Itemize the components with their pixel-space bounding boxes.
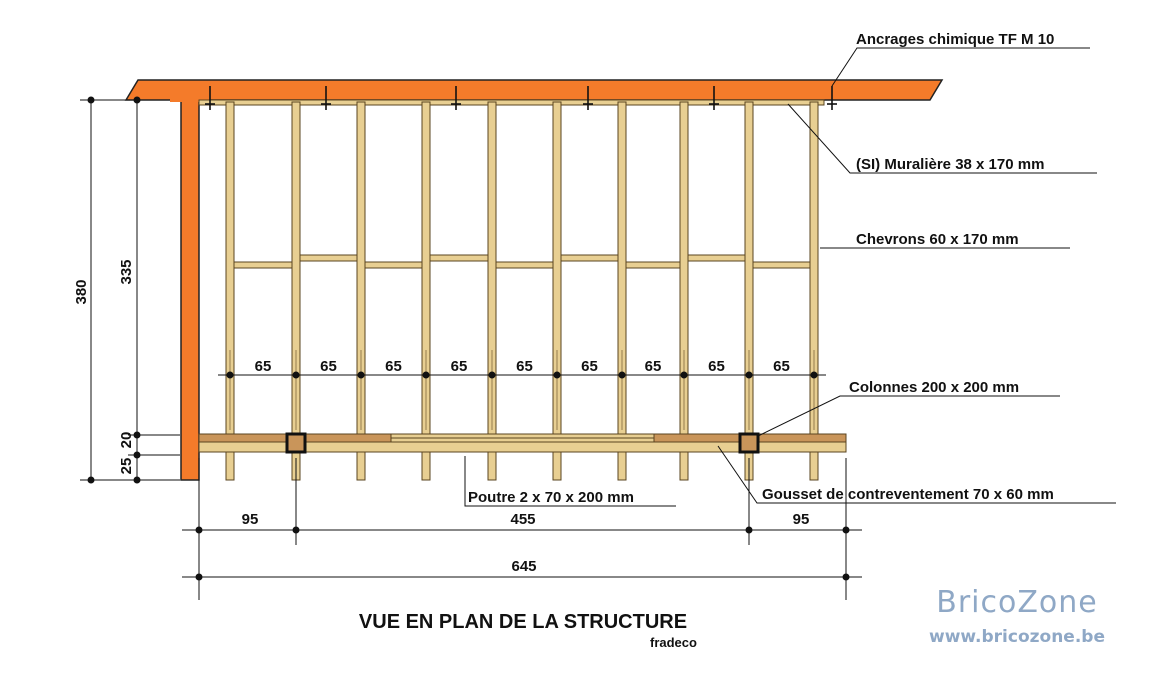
dim-rafter-spacing: 65 <box>385 358 402 375</box>
drawing-author: fradeco <box>650 635 697 650</box>
dim-rafter-spacing: 65 <box>773 358 790 375</box>
blocking-piece <box>688 255 745 261</box>
wall <box>126 80 942 480</box>
beam-middle-light <box>391 438 654 442</box>
blocking-piece <box>300 255 357 261</box>
label-beam: Poutre 2 x 70 x 200 mm <box>468 489 634 506</box>
blocking-piece <box>234 262 292 268</box>
bottom-dimensions <box>182 458 862 600</box>
dim-vertical-small-1: 25 <box>118 457 135 475</box>
label-anchors: Ancrages chimique TF M 10 <box>856 31 1055 48</box>
rafter-spacing-dimensions <box>218 358 826 379</box>
dim-vertical-main: 335 <box>118 259 135 285</box>
label-columns: Colonnes 200 x 200 mm <box>849 379 1020 396</box>
blocking-piece <box>753 262 810 268</box>
dim-bottom-left: 95 <box>241 511 259 528</box>
dim-rafter-spacing: 65 <box>581 358 598 375</box>
label-rafters: Chevrons 60 x 170 mm <box>856 231 1019 248</box>
column-right <box>740 434 758 452</box>
blocking-piece <box>430 255 488 261</box>
label-ledger: (SI) Muralière 38 x 170 mm <box>856 156 1045 173</box>
watermark-url: www.bricozone.be <box>929 627 1105 647</box>
blocking <box>234 255 810 268</box>
label-gusset: Gousset de contreventement 70 x 60 mm <box>762 486 1054 503</box>
blocking-piece <box>561 255 618 261</box>
dim-rafter-spacing: 65 <box>320 358 337 375</box>
wall-top-band <box>126 80 942 100</box>
vertical-dimensions <box>73 97 180 484</box>
blocking-piece <box>365 262 422 268</box>
rafters <box>226 102 818 480</box>
dim-rafter-spacing: 65 <box>644 358 662 375</box>
blocking-piece <box>496 262 553 268</box>
dim-bottom-middle: 455 <box>510 511 536 528</box>
dim-bottom-right: 95 <box>792 511 810 528</box>
dim-bottom-total: 645 <box>511 558 537 575</box>
drawing-title: VUE EN PLAN DE LA STRUCTURE <box>358 611 688 633</box>
dim-vertical-small-2: 20 <box>118 431 135 449</box>
dim-rafter-spacing: 65 <box>450 358 468 375</box>
blocking-piece <box>626 262 680 268</box>
dim-vertical-total: 380 <box>73 279 90 305</box>
dim-rafter-spacing: 65 <box>516 358 533 375</box>
watermark-brand: BricoZone <box>936 585 1098 620</box>
dim-rafter-spacing: 65 <box>708 358 725 375</box>
dim-rafter-spacing: 65 <box>254 358 272 375</box>
wall-side <box>181 100 199 480</box>
column-left <box>287 434 305 452</box>
